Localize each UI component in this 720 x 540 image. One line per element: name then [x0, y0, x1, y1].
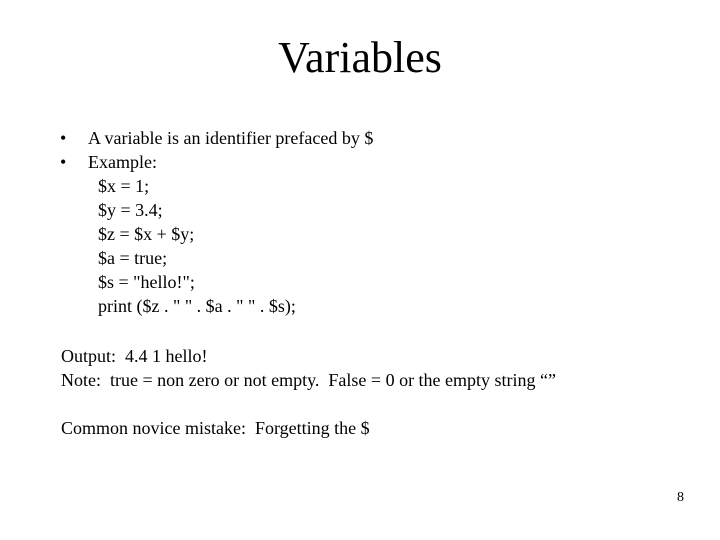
code-line: $z = $x + $y;	[98, 224, 195, 244]
code-line: $y = 3.4;	[98, 200, 163, 220]
code-line: print ($z . " " . $a . " " . $s);	[98, 296, 296, 316]
code-example	[98, 174, 680, 318]
bullet-marker: •	[60, 128, 67, 148]
output-line: Output: 4.4 1 hello!	[61, 346, 208, 366]
bullet-text: Example:	[88, 152, 157, 172]
code-line: $a = true;	[98, 248, 168, 268]
bullet-text: A variable is an identifier prefaced by $	[88, 128, 374, 148]
page-number: 8	[677, 490, 684, 505]
bullet-item	[60, 126, 680, 150]
code-line: $x = 1;	[98, 176, 150, 196]
slide-title: Variables	[278, 33, 442, 82]
note-line: Note: true = non zero or not empty. False = 0 or the empty string “”	[61, 370, 557, 390]
bullet-marker: •	[60, 152, 67, 172]
bullet-item	[60, 150, 680, 318]
bullet-list	[60, 126, 680, 318]
common-mistake-line: Common novice mistake: Forgetting the $	[61, 418, 370, 438]
code-line: $s = "hello!";	[98, 272, 195, 292]
output-block	[61, 344, 701, 392]
